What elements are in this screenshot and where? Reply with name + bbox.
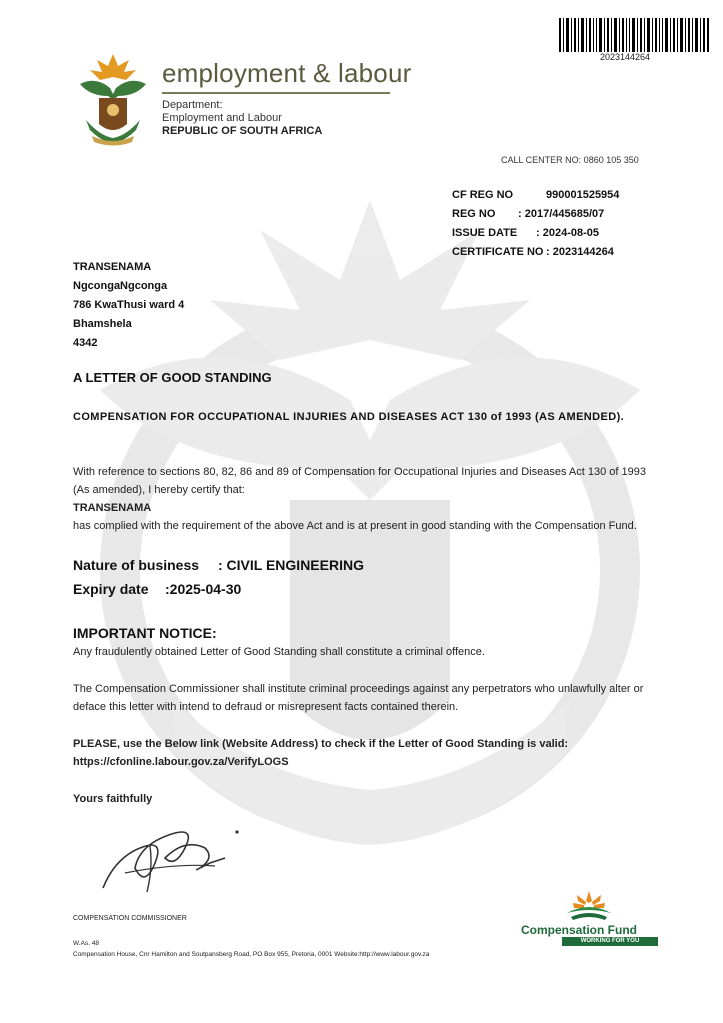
title-divider: [162, 92, 390, 94]
address-line2: 786 KwaThusi ward 4: [73, 299, 185, 311]
nature-label: Nature of business: [73, 557, 200, 573]
department-line1: Department:: [162, 99, 223, 111]
letter-heading: A LETTER OF GOOD STANDING: [73, 370, 272, 385]
compliance-paragraph: has complied with the requirement of the above Act and is at present in good standing with the Compensation Fund.: [73, 520, 637, 532]
reg-value: : 2017/445685/07: [518, 208, 605, 220]
notice-title: IMPORTANT NOTICE:: [73, 625, 217, 641]
nature-of-business: [73, 557, 364, 573]
expiry-value: :2025-04-30: [165, 581, 242, 597]
verify-instruction: PLEASE, use the Below link (Website Address) to check if the Letter of Good Standing is valid:: [73, 738, 569, 750]
nature-value: : CIVIL ENGINEERING: [218, 557, 364, 573]
cf-reg-label: CF REG NO: [452, 189, 514, 201]
call-center-number: CALL CENTER NO: 0860 105 350: [501, 155, 639, 165]
recipient-address: [73, 258, 184, 353]
compensation-fund-name: Compensation Fund: [521, 923, 637, 937]
barcode-graphic: [559, 18, 709, 52]
cf-reg-value: 990001525954: [546, 189, 620, 201]
registration-block: [452, 186, 619, 262]
barcode-number: 2023144264: [600, 52, 651, 62]
notice-line2: The Compensation Commissioner shall institute criminal proceedings against any perpetrators who unlawfully alter or deface this letter with intend to defraud or misrepresent facts contained therein.: [73, 683, 644, 713]
expiry-date: [73, 581, 241, 597]
issue-date-label: ISSUE DATE: [452, 227, 518, 239]
cf-reg-row: [452, 186, 619, 205]
issue-date-row: [452, 224, 619, 243]
issue-date-value: : 2024-08-05: [536, 227, 599, 239]
verify-link[interactable]: https://cfonline.labour.gov.za/VerifyLOGS: [73, 756, 289, 768]
compensation-fund-tagline: WORKING FOR YOU: [562, 937, 658, 946]
certificate-row: [452, 243, 619, 262]
reg-row: [452, 205, 619, 224]
certificate-label: CERTIFICATE NO: [452, 246, 544, 258]
department-subtitle: [162, 99, 322, 138]
address-line3: Bhamshela: [73, 318, 132, 330]
act-title: COMPENSATION FOR OCCUPATIONAL INJURIES AND DISEASES ACT 130 of 1993 (AS AMENDED).: [73, 411, 625, 423]
notice-line1: Any fraudulently obtained Letter of Good Standing shall constitute a criminal offence.: [73, 646, 485, 658]
signature-image: [95, 818, 255, 898]
department-country: REPUBLIC OF SOUTH AFRICA: [162, 125, 323, 137]
footer: [73, 938, 429, 960]
reference-paragraph: With reference to sections 80, 82, 86 and 89 of Compensation for Occupational Injuries and Diseases Act 130 of 1993 (As amended), I hereby certify that:: [73, 466, 646, 496]
salutation: Yours faithfully: [73, 793, 153, 805]
barcode: [559, 18, 709, 52]
footer-address: Compensation House, Cnr Hamilton and Soutpansberg Road, PO Box 955, Pretoria, 0001 Website:http://www.labour.gov.za: [73, 951, 430, 958]
address-postal: 4342: [73, 337, 98, 349]
certificate-value: : 2023144264: [546, 246, 614, 258]
reg-label: REG NO: [452, 208, 496, 220]
signatory-title: COMPENSATION COMMISSIONER: [73, 915, 187, 922]
department-line2: Employment and Labour: [162, 112, 282, 124]
department-title: employment & labour: [162, 58, 412, 88]
coat-of-arms-icon: [74, 50, 152, 146]
expiry-label: Expiry date: [73, 581, 149, 597]
certified-entity: TRANSENAMA: [73, 502, 152, 514]
address-name: TRANSENAMA: [73, 261, 152, 273]
form-number: W.As. 48: [73, 940, 100, 947]
address-line1: NgcongaNgconga: [73, 280, 168, 292]
